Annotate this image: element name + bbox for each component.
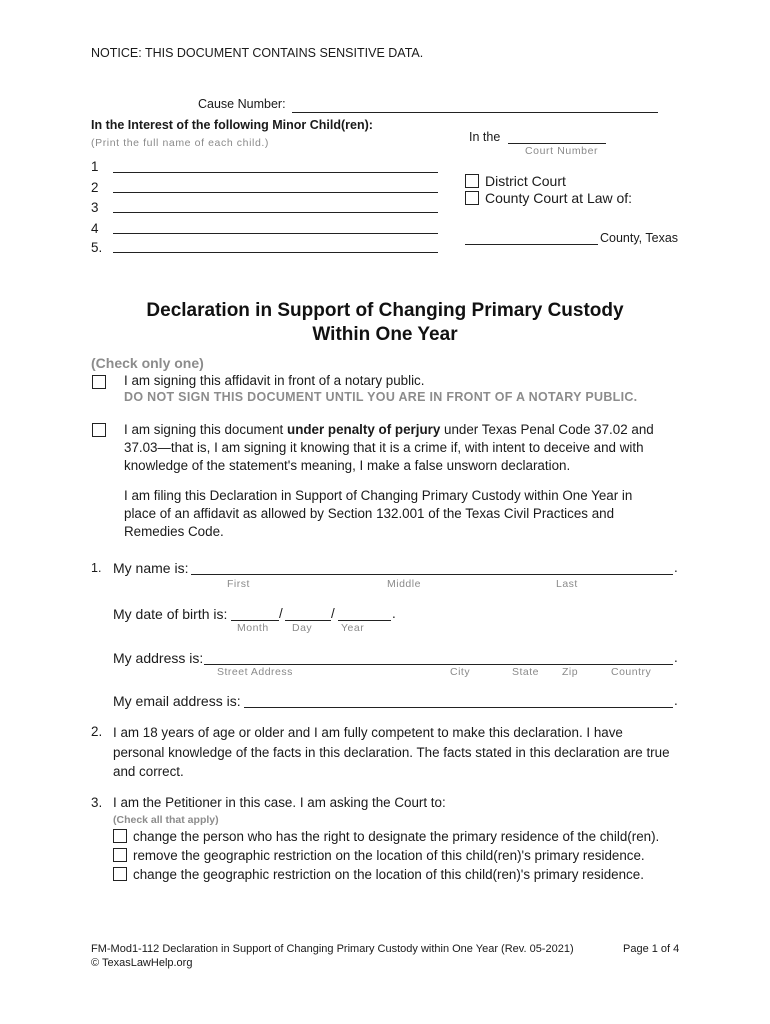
child-number: 5.: [91, 240, 103, 255]
child-number: 4: [91, 221, 99, 236]
document-title-line2: Within One Year: [312, 324, 458, 345]
interest-hint: (Print the full name of each child.): [91, 137, 270, 149]
dob-year-field[interactable]: [338, 620, 391, 621]
child-name-field-1[interactable]: [113, 172, 438, 173]
option-label-3: change the geographic restriction on the location of this child(ren)'s primary residence.: [133, 867, 644, 882]
notary-option-label: I am signing this affidavit in front of a notary public.: [124, 373, 425, 388]
dob-slash: /: [279, 606, 283, 621]
child-name-field-3[interactable]: [113, 212, 438, 213]
name-first-caption: First: [227, 578, 250, 590]
footer-form-id: FM-Mod1-112 Declaration in Support of Changing Primary Custody within One Year (Rev. 05-2021): [91, 943, 574, 955]
option-checkbox-2[interactable]: [113, 848, 127, 862]
dob-year-caption: Year: [341, 622, 365, 634]
child-name-field-4[interactable]: [113, 233, 438, 234]
child-number: 2: [91, 180, 99, 195]
district-court-checkbox[interactable]: [465, 174, 479, 188]
name-period: .: [674, 560, 678, 575]
county-texas-label: County, Texas: [600, 231, 679, 245]
dob-label: My date of birth is:: [113, 606, 228, 622]
child-number: 3: [91, 200, 99, 215]
dob-period: .: [392, 606, 396, 621]
cause-number-field[interactable]: [292, 112, 658, 113]
item-3-number: 3.: [91, 795, 103, 810]
footer-copyright: © TexasLawHelp.org: [91, 957, 193, 969]
item-3-text: I am the Petitioner in this case. I am asking the Court to:: [113, 795, 446, 810]
child-number: 1: [91, 159, 99, 174]
county-court-checkbox[interactable]: [465, 191, 479, 205]
perjury-post: under Texas Penal Code 37.02 and 37.03—that is, I am signing it knowing that it is a crime if, with intent to deceive and with knowledge of the statement's meaning, I make a false unsworn declaration.: [124, 422, 654, 473]
name-last-caption: Last: [556, 578, 578, 590]
name-middle-caption: Middle: [387, 578, 421, 590]
name-field[interactable]: [191, 574, 673, 575]
interest-heading: In the Interest of the following Minor Child(ren):: [91, 118, 373, 132]
county-name-field[interactable]: [465, 244, 598, 245]
child-name-field-5[interactable]: [113, 252, 438, 253]
document-title-line1: Declaration in Support of Changing Primary Custody: [146, 300, 624, 321]
option-checkbox-3[interactable]: [113, 867, 127, 881]
dob-slash: /: [331, 606, 335, 621]
dob-day-caption: Day: [292, 622, 313, 634]
dob-month-caption: Month: [237, 622, 269, 634]
county-court-label: County Court at Law of:: [485, 190, 633, 206]
address-field[interactable]: [204, 664, 673, 665]
item-1-number: 1.: [91, 561, 102, 575]
court-number-field[interactable]: [508, 143, 606, 144]
in-the-label: In the: [469, 130, 501, 144]
addr-country-caption: Country: [611, 666, 652, 678]
cause-number-label: Cause Number:: [198, 97, 286, 111]
item-2-number: 2.: [91, 724, 103, 739]
child-name-field-2[interactable]: [113, 192, 438, 193]
court-number-caption: Court Number: [525, 145, 599, 157]
check-all-hint: (Check all that apply): [113, 814, 219, 826]
addr-city-caption: City: [450, 666, 471, 678]
notary-warning: DO NOT SIGN THIS DOCUMENT UNTIL YOU ARE IN FRONT OF A NOTARY PUBLIC.: [124, 390, 638, 404]
perjury-bold: under penalty of perjury: [287, 422, 441, 437]
perjury-checkbox[interactable]: [92, 423, 106, 437]
email-field[interactable]: [244, 707, 673, 708]
my-name-label: My name is:: [113, 560, 189, 576]
perjury-paragraph: [124, 421, 684, 475]
filing-paragraph: I am filing this Declaration in Support of Changing Primary Custody within One Year in place of an affidavit as allowed by Section 132.001 of the Texas Civil Practices and Remedies Code.: [124, 488, 633, 539]
option-label-1: change the person who has the right to designate the primary residence of the child(ren).: [133, 829, 660, 844]
footer-page-number: Page 1 of 4: [623, 943, 680, 955]
option-checkbox-1[interactable]: [113, 829, 127, 843]
dob-month-field[interactable]: [231, 620, 279, 621]
addr-state-caption: State: [512, 666, 540, 678]
option-label-2: remove the geographic restriction on the location of this child(ren)'s primary residence.: [133, 848, 645, 863]
district-court-label: District Court: [485, 173, 566, 189]
email-label: My email address is:: [113, 693, 241, 709]
sensitive-data-notice: NOTICE: THIS DOCUMENT CONTAINS SENSITIVE DATA.: [91, 46, 424, 60]
item-2-paragraph: I am 18 years of age or older and I am fully competent to make this declaration. I have personal knowledge of the facts in this declaration. The facts stated in this declaration are true and correct.: [113, 725, 670, 779]
perjury-pre: I am signing this document: [124, 422, 288, 437]
notary-checkbox[interactable]: [92, 375, 106, 389]
address-period: .: [674, 650, 678, 665]
email-period: .: [674, 693, 678, 708]
addr-zip-caption: Zip: [562, 666, 579, 678]
addr-street-caption: Street Address: [217, 666, 293, 678]
dob-day-field[interactable]: [285, 620, 331, 621]
check-only-one: (Check only one): [91, 355, 204, 371]
address-label: My address is:: [113, 650, 204, 666]
